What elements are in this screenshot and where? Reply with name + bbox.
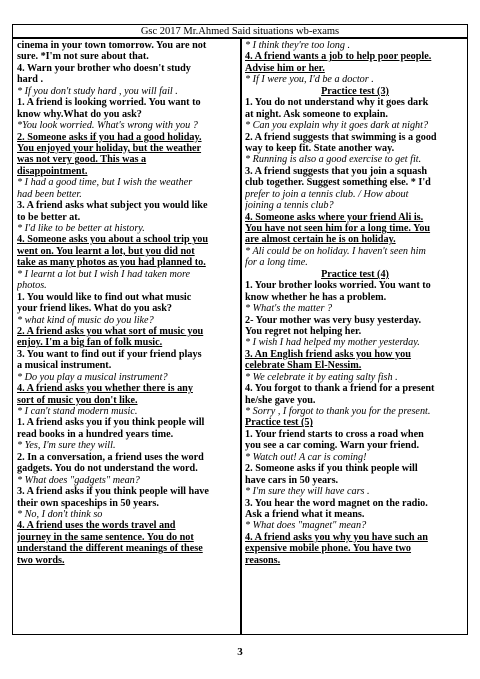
question-line: 1. Your brother looks worried. You want to [245, 280, 431, 292]
question-line: 3. You hear the word magnet on the radio. [245, 497, 428, 509]
question-line: 3. A friend suggests that you join a squash [245, 165, 428, 177]
section-heading: Practice test (4) [321, 268, 389, 280]
question-line: 4. Someone asks you about a school trip you [17, 234, 209, 246]
question-line: celebrate Sham El-Nessim. [245, 360, 362, 372]
answer-line: * What does "gadgets" mean? [17, 474, 140, 486]
question-line: 3. A friend asks if you think people will have [17, 486, 209, 498]
question-line: expensive mobile phone. You have two [245, 543, 412, 555]
answer-line: * Yes, I'm sure they will. [17, 440, 116, 452]
page-header: Gsc 2017 Mr.Ahmed Said situations wb-exams [12, 24, 468, 38]
answer-line: * What's the matter ? [245, 303, 333, 315]
answer-line: * If you don't study hard , you will fail . [17, 85, 178, 97]
answer-line: * Ali could be on holiday. I haven't seen him [245, 245, 426, 257]
answer-line: * I had a good time, but I wish the weather [17, 177, 193, 189]
answer-line: * I think they're too long . [245, 40, 351, 51]
question-line: 2. In a conversation, a friend uses the word [17, 451, 204, 463]
question-line: two words. [17, 554, 65, 566]
question-line: 3. An English friend asks you how you [245, 348, 411, 360]
answer-line: *You look worried. What's wrong with you ? [17, 120, 198, 132]
answer-line: * I learnt a lot but I wish I had taken more [17, 268, 191, 280]
question-line: 1. You would like to find out what music [17, 291, 192, 303]
question-line: 2- Your mother was very busy yesterday. [245, 314, 422, 326]
question-line: 2. Someone asks if you think people will [245, 463, 418, 475]
question-line: reasons. [245, 554, 281, 566]
question-line: journey in the same sentence. You do not [17, 531, 194, 543]
question-line: he/she gave you. [245, 394, 316, 406]
answer-line: * Do you play a musical instrument? [17, 371, 168, 383]
section-heading: Practice test (5) [245, 417, 313, 429]
question-line: 4. A friend asks you whether there is any [17, 383, 193, 395]
question-line: sure. *I'm not sure about that. [17, 51, 149, 63]
question-line: 4. A friend asks you why you have such an [245, 531, 428, 543]
answer-line: * what kind of music do you like? [17, 314, 154, 326]
question-line: You enjoyed your holiday, but the weather [17, 142, 202, 154]
answer-line: * I can't stand modern music. [17, 406, 138, 417]
answer-line: * If I were you, I'd be a doctor . [245, 74, 374, 86]
answer-line: photos. [17, 280, 47, 292]
question-line: are almost certain he is on holiday. [245, 234, 396, 246]
question-line: read books in a hundred years time. [17, 428, 174, 440]
question-line: 2. Someone asks if you had a good holiday. [17, 131, 202, 143]
question-line: sort of music you don't like. [17, 394, 138, 406]
question-line: take as many photos as you had planned to. [17, 257, 206, 269]
answer-line: * Watch out! A car is coming! [245, 451, 367, 463]
question-line: know whether he has a problem. [245, 291, 387, 303]
question-line: understand the different meanings of these [17, 543, 203, 555]
page-number: 3 [237, 646, 243, 658]
question-line: 3. You want to find out if your friend plays [17, 348, 202, 360]
question-line: 4. Warn your brother who doesn't study [17, 62, 191, 74]
question-line: a musical instrument. [17, 360, 112, 372]
question-line: you see a car coming. Warn your friend. [245, 440, 420, 452]
question-line: 1. A friend is looking worried. You want to [17, 97, 201, 109]
answer-line: had been better. [17, 188, 82, 200]
answer-line: for a long time. [245, 257, 308, 269]
question-line: to be better at. [17, 211, 81, 223]
question-line: their own spaceships in 50 years. [17, 497, 159, 509]
question-line: 4. You forgot to thank a friend for a present [245, 383, 435, 395]
answer-line: * We celebrate it by eating salty fish . [245, 371, 398, 383]
question-line: 4. A friend uses the words travel and [17, 520, 176, 532]
question-line: 4. A friend wants a job to help poor people. [245, 51, 432, 63]
answer-line: * Sorry , I forgot to thank you for the present. [245, 406, 431, 417]
question-line: disappointment. [17, 165, 88, 177]
answer-line: * What does "magnet" mean? [245, 520, 367, 532]
answer-line: * I'd like to be better at history. [17, 223, 145, 234]
question-line: 2. A friend suggests that swimming is a good [245, 131, 437, 143]
question-line: 2. A friend asks you what sort of music you [17, 325, 204, 337]
question-line: enjoy. I'm a big fan of folk music. [17, 337, 163, 349]
right-column [245, 40, 465, 634]
answer-line: * Can you explain why it goes dark at night? [245, 120, 429, 132]
question-line: cinema in your town tomorrow. You are not [17, 40, 207, 51]
question-line: have cars in 50 years. [245, 474, 339, 486]
question-line: Advise him or her. [245, 62, 325, 74]
answer-line: * Running is also a good exercise to get fit. [245, 154, 422, 166]
question-line: 3. A friend asks what subject you would like [17, 200, 208, 212]
question-line: club together. Suggest something else. * I'd [245, 177, 431, 189]
answer-line: * No, I don't think so [17, 508, 103, 520]
question-line: way to keep fit. State another way. [245, 142, 395, 154]
question-line: You have not seen him for a long time. You [245, 223, 431, 234]
question-line: went on. You learnt a lot, but you did not [17, 245, 195, 257]
question-line: 1. You do not understand why it goes dark [245, 97, 429, 109]
question-line: hard . [17, 74, 44, 86]
question-line: gadgets. You do not understand the word. [17, 463, 198, 475]
answer-line: * I wish I had helped my mother yesterday. [245, 337, 420, 349]
question-line: 1. A friend asks you if you think people will [17, 417, 205, 429]
section-heading: Practice test (3) [321, 85, 389, 97]
question-line: Ask a friend what it means. [245, 508, 365, 520]
question-line: You regret not helping her. [245, 325, 362, 337]
question-line: know why.What do you ask? [17, 108, 142, 120]
question-line: was not very good. This was a [17, 154, 147, 166]
question-line: 4. Someone asks where your friend Ali is. [245, 211, 424, 223]
answer-line: prefer to join a tennis club. / How about [245, 188, 409, 200]
answer-line: * I'm sure they will have cars . [245, 486, 370, 498]
question-line: 1. Your friend starts to cross a road when [245, 428, 424, 440]
column-divider [240, 38, 242, 635]
question-line: at night. Ask someone to explain. [245, 108, 388, 120]
answer-line: joining a tennis club? [245, 200, 334, 212]
left-column [17, 40, 237, 634]
question-line: your friend likes. What do you ask? [17, 303, 173, 315]
